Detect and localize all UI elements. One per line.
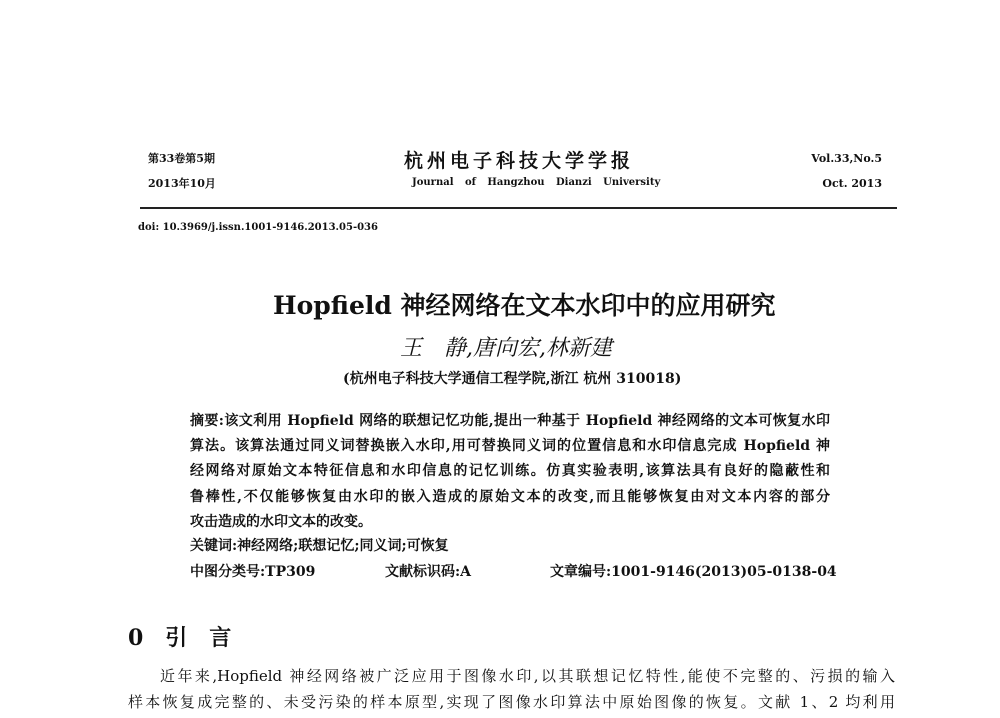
clc-number: 中图分类号:TP309	[190, 564, 316, 580]
abstract-line: 算法。该算法通过同义词替换嵌入水印,用可替换同义词的位置信息和水印信息完成 Hopfield 神	[190, 438, 830, 454]
abstract-line: 鲁棒性,不仅能够恢复由水印的嵌入造成的原始文本的改变,而且能够恢复由对文本内容的部分	[190, 489, 830, 505]
journal-title-en: Journal of Hangzhou Dianzi University	[412, 177, 661, 188]
document-code: 文献标识码:A	[385, 564, 472, 580]
abstract-line: 经网络对原始文本特征信息和水印信息的记忆训练。仿真实验表明,该算法具有良好的隐蔽性和	[190, 463, 830, 479]
journal-title-cn: 杭州电子科技大学学报	[404, 150, 635, 172]
body-line: 近年来,Hopfield 神经网络被广泛应用于图像水印,以其联想记忆特性,能使不完整的、污损的输入	[160, 667, 895, 685]
volume-issue: 第33卷第5期	[148, 152, 215, 165]
abstract-line: 攻击造成的水印文本的改变。	[190, 514, 372, 530]
date-en: Oct. 2013	[822, 177, 882, 190]
affiliation: (杭州电子科技大学通信工程学院,浙江 杭州 310018)	[343, 371, 682, 387]
date-cn: 2013年10月	[148, 177, 216, 190]
keywords: 关键词:神经网络;联想记忆;同义词;可恢复	[190, 538, 449, 554]
paper-title: Hopfield 神经网络在文本水印中的应用研究	[273, 291, 776, 320]
header-rule	[140, 207, 897, 209]
authors: 王 静,唐向宏,林新建	[400, 336, 612, 361]
volume-en: Vol.33,No.5	[811, 152, 882, 165]
article-number: 文章编号:1001-9146(2013)05-0138-04	[550, 564, 837, 580]
doi: doi: 10.3969/j.issn.1001-9146.2013.05-036	[138, 222, 378, 233]
section-heading: 0 引 言	[128, 625, 232, 651]
abstract-line: 摘要:该文利用 Hopfield 网络的联想记忆功能,提出一种基于 Hopfield 神经网络的文本可恢复水印	[190, 413, 830, 429]
body-line: 样本恢复成完整的、未受污染的样本原型,实现了图像水印算法中原始图像的恢复。文献 1、2 均利用	[128, 693, 895, 711]
